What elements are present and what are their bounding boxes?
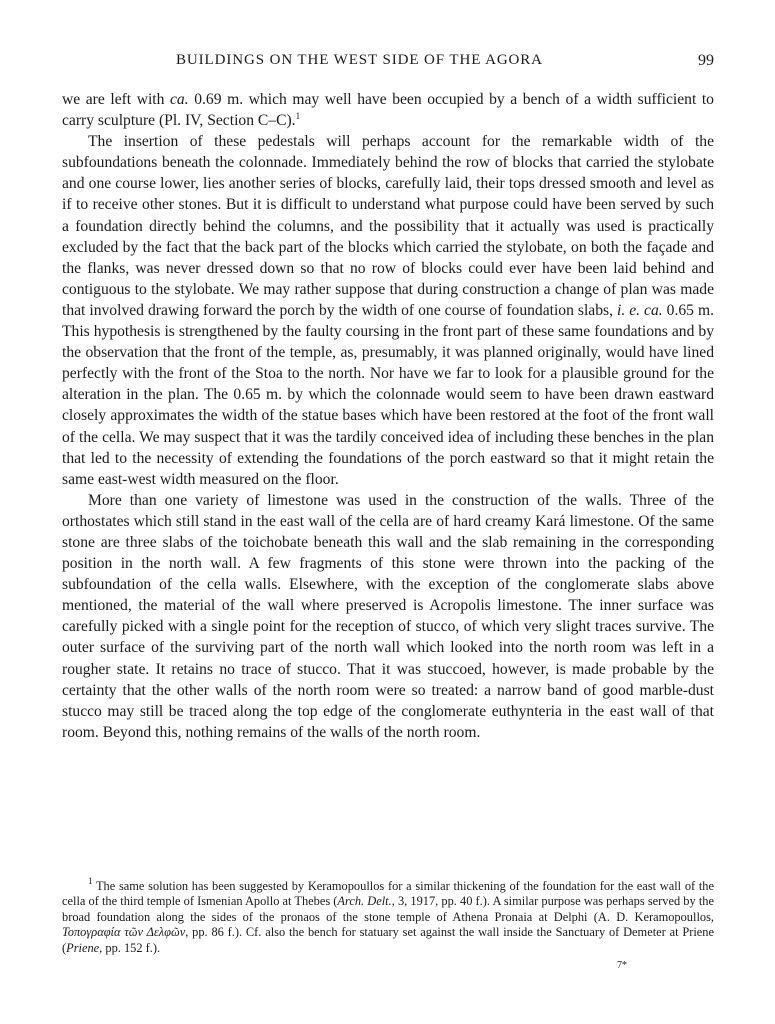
text-run: pp. 152 f.). [102,940,161,955]
text-run: we are left with [62,91,171,108]
italic-text: Τοπογραφία τῶν Δελφῶν [62,925,186,940]
text-run: The insertion of these pedestals will perhaps account for the remarkable width of the subfoundations beneath the colonnade. Immediately behind the row of blocks that carried the stylobate and one course lower, lies another series of blocks, carefully laid, their tops dressed smooth and level as if to receive other stones. But it is difficult to understand what purpose could have been served by such a foundation directly behind the columns, and the possibility that it actually was used is practically excluded by the fact that the back part of the blocks which carried the stylobate, on both the façade and the flanks, was never dressed down so that no row of blocks could ever have been laid behind and contiguous to the stylobate. We may rather suppose that during construction a change of plan was made that involved drawing forward the porch by the width of one course of foundation slabs, [62,133,714,319]
footnotes [62,876,714,956]
text-run: 0.69 m. which may well have been occupied by a bench of a width sufficient to carry sculpture (Pl. IV, Section C–C). [62,91,714,130]
signature-mark: 7* [617,960,627,971]
text-run: , pp. 86 f.). Cf. also the bench for statuary set against the wall inside the Sanctuary of Demeter at Priene ( [62,925,714,955]
running-header [62,52,714,76]
footnote-marker: 1 [88,876,93,886]
text-run: More than one variety of limestone was used in the construction of the walls. Three of the orthostates which still stand in the east wall of the cella are of hard creamy Kará limestone. Of the same stone are three slabs of the toichobate beneath this wall and the slab remaining in the corresponding position in the north wall. A few fragments of this stone were thrown into the packing of the subfoundation of the cella walls. Elsewhere, with the exception of the conglomerate slabs above mentioned, the material of the wall where preserved is Acropolis limestone. The inner surface was carefully picked with a single point for the reception of stucco, of which very slight traces survive. The outer surface of the surviving part of the north wall which looked into the north room was left in a rougher state. It retains no trace of stucco. That it was stuccoed, however, is made probable by the certainty that the other walls of the north room were so treated: a narrow band of good marble-dust stucco may still be traced along the top edge of the conglomerate euthynteria in the east wall of that room. Beyond this, nothing remains of the walls of the north room. [62,491,714,741]
text-run: 0.65 m. This hypothesis is strengthened by the faulty coursing in the front part of these same foundations and by the observation that the front of the temple, as, presumably, it was planned originally, would have lined perfectly with the front of the Stoa to the north. Nor have we far to look for a plausible ground for the alteration in the plan. The 0.65 m. by which the colonnade would seem to have been drawn eastward closely approximates the width of the statue bases which have been restored at the foot of the front wall of the cella. We may suspect that it was the tardily conceived idea of including these benches in the plan that led to the necessity of extending the foundations of the porch eastward so that it might retain the same east-west width measured on the floor. [62,301,714,488]
paragraph-3 [62,490,714,743]
italic-text: Priene, [66,940,103,955]
italic-text: ca. [170,91,189,108]
paragraph-2 [62,131,714,490]
running-title: BUILDINGS ON THE WEST SIDE OF THE AGORA [176,52,543,68]
page-number: 99 [698,52,714,69]
italic-text: i. e. ca. [616,301,663,319]
footnote-1 [62,876,714,956]
italic-text: Arch. Delt. [337,894,392,909]
paragraph-1 [62,89,714,131]
footnote-marker: 1 [295,111,301,122]
text-run: The same solution has been suggested by Keramopoullos for a similar thickening of the foundation for the east wall of the cella of the third temple of Ismenian Apollo at Thebes ( [62,879,714,909]
text-run: , 3, 1917, pp. 40 f.). A similar purpose was perhaps served by the broad foundation along the sides of the pronaos of the stone temple of Athena Pronaia at Delphi (A. D. Keramopoullos, [62,894,714,924]
body-text [62,89,714,743]
